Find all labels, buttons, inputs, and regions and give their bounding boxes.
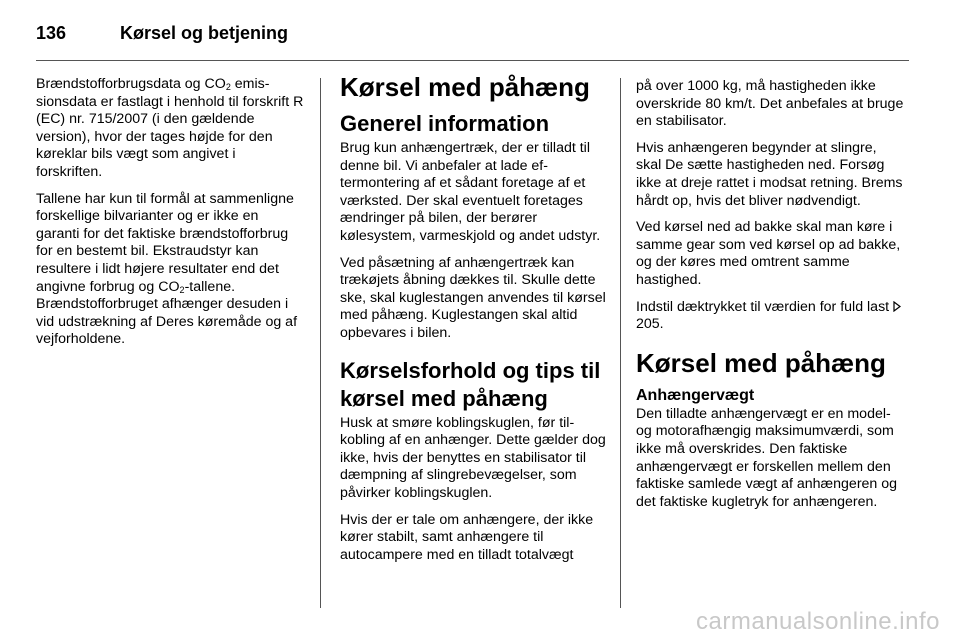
chapter-title: Kørsel og betjening <box>120 23 289 43</box>
column-divider-1 <box>320 78 321 608</box>
paragraph-towbar-cover: Ved påsætning af anhængertræk kan trækøjets åbning dækkes til. Skulle dette ske, skal kuglestangen anvendes til kørsel med påhæng. Kuglestangen skal altid opbevares i bilen. <box>340 254 606 341</box>
column-1 <box>36 76 304 358</box>
page-number: 136 <box>36 23 67 43</box>
subheading-general-info: Generel information <box>340 111 550 136</box>
subheading-trailer-weight: Anhængervægt <box>636 386 755 404</box>
paragraph-speed-limit: på over 1000 kg, må hastigheden ikke overskride 80 km/t. Det anbefales at bruge en stabilisator. <box>636 78 904 130</box>
header-rule <box>36 60 909 61</box>
paragraph-towbar: Brug kun anhængertræk, der er tilladt til denne bil. Vi anbefaler at lade eftermontering af et sådant foretage af et værksted. Der skal eventuelt foretages ændringer på bilen, der berører kølesystem, varmeskjold og andet udstyr. <box>340 140 601 244</box>
page-header <box>36 18 916 48</box>
paragraph-unstable-trailers: Hvis der er tale om anhængere, der ikke kører stabilt, samt anhængere til autocampere med en tilladt totalvægt <box>340 511 594 563</box>
paragraph-swaying: Hvis anhængeren begynder at slingre, skal De sætte hastigheden ned. Forsøg ikke at dreje rattet i modsat retning. Brems hårdt op, hvis det bliver nødvendigt. <box>636 139 903 209</box>
paragraph-trailer-weight: Den tilladte anhængervægt er en model- og motorafhængig maksimumværdi, som ikke må overskrides. Den faktiske anhængervægt er forskellen mellem den faktiske samlede vægt af anhængeren og det faktiske kugletryk for anhængeren. <box>636 405 898 510</box>
subheading-driving-tips: Kørselsforhold og tips til kørsel med påhæng <box>340 357 601 411</box>
column-2 <box>340 72 606 573</box>
paragraph-tyre-pressure: Indstil dæktrykket til værdien for fuld last 205. <box>636 299 904 334</box>
column-divider-2 <box>620 78 621 608</box>
paragraph-downhill: Ved kørsel ned ad bakke skal man køre i samme gear som ved kørsel op ad bakke, og der køres med omtrent samme hastighed. <box>636 219 901 288</box>
watermark: carmanualsonline.info <box>696 608 940 635</box>
reference-arrow-icon <box>893 299 901 317</box>
paragraph-comparison: Tallene har kun til formål at sammenligne forskellige bilvarianter og er ikke en garanti for det faktiske brændstofforbrug for en bestemt bil. Ekstraudstyr kan resultere i lidt højere resultater end det angivne forbrug og $CO_2$-tallene. Brændstofforbruget afhænger desuden i vid udstrækning af Deres køremåde og af vejforholdene. <box>36 190 298 348</box>
paragraph-lubricate-ball: Husk at smøre koblingskuglen, før tilkobling af en anhænger. Dette gælder dog ikke, hvis der benyttes en stabilisator til dæmpning af slingrebevægelser, som påvirker koblingskuglen. <box>340 414 606 501</box>
column-3 <box>636 78 904 520</box>
section-heading-towing: Kørsel med påhæng <box>340 72 590 102</box>
paragraph-co2-data: Brændstofforbrugsdata og $CO_2$ emissionsdata er fastlagt i henhold til forskrift R (EC) nr. 715/2007 (i den gældende version), hvor der tages højde for den køreklar bils vægt som angivet i forskriften. <box>36 76 304 180</box>
section-heading-towing-2: Kørsel med påhæng <box>636 347 886 378</box>
